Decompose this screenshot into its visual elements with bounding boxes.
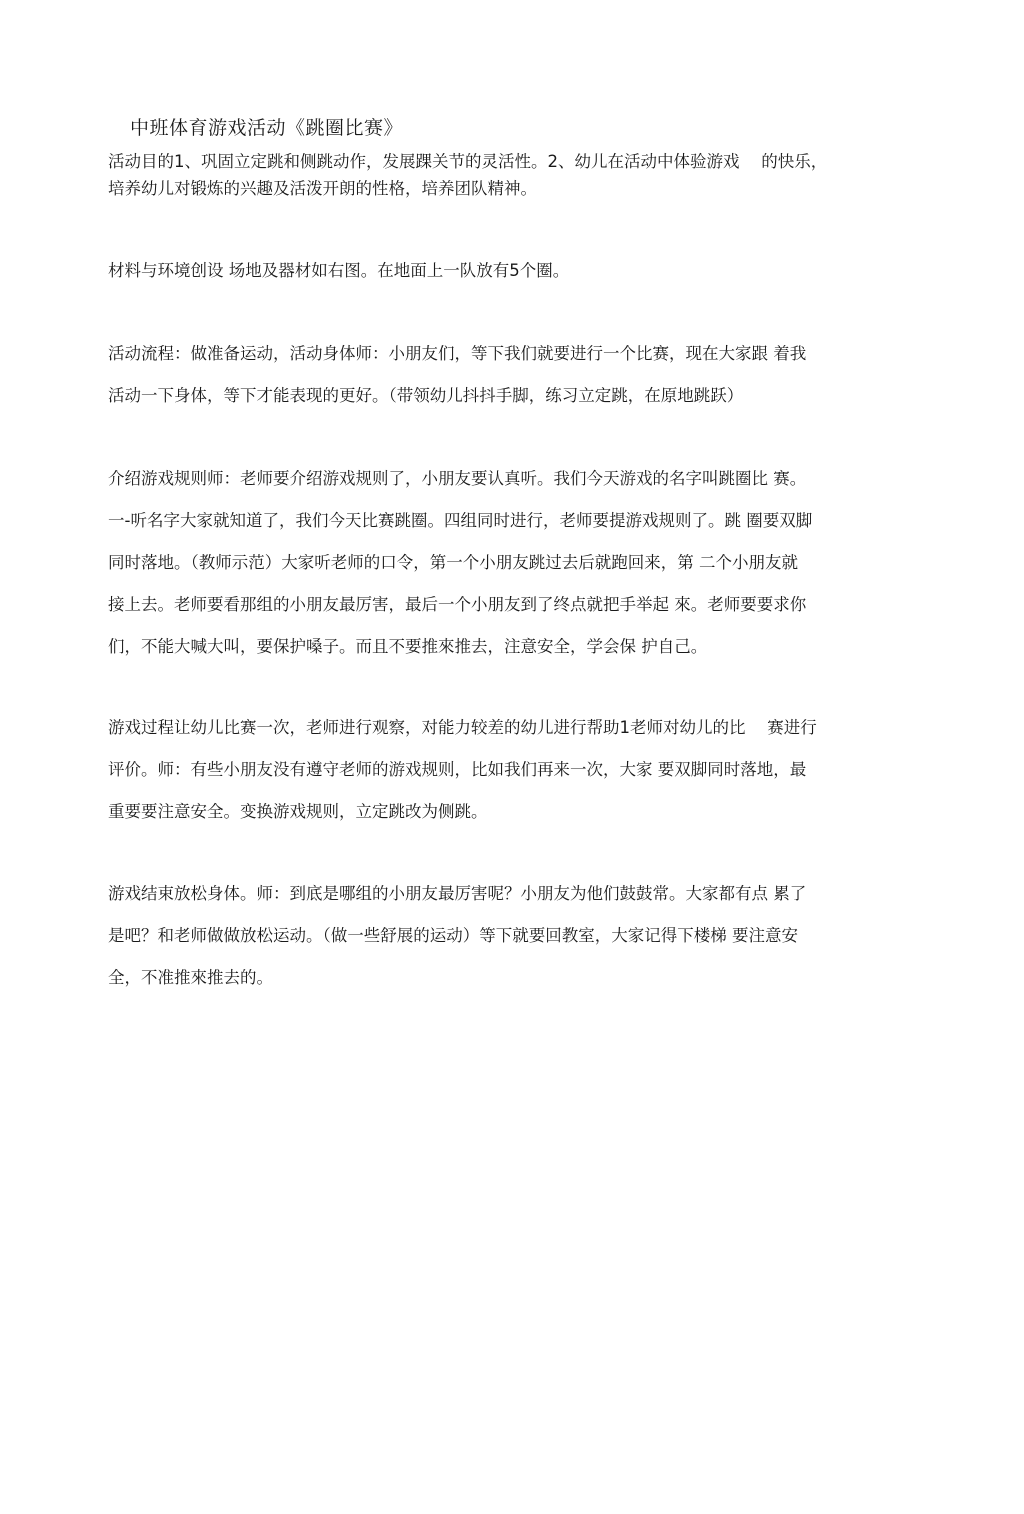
paragraph-line: 游戏结束放松身体。师：到底是哪组的小朋友最厉害呢？小朋友为他们鼓鼓常。大家都有点 累了 — [108, 884, 807, 903]
paragraph-line: 重要要注意安全。变换游戏规则，立定跳改为侧跳。 — [108, 802, 488, 821]
paragraph-line: 游戏过程让幼儿比赛一次，老师进行观察，对能力较差的幼儿进行帮助1老师对幼儿的比 赛进行 — [108, 718, 817, 737]
paragraph-line: 培养幼儿对锻炼的兴趣及活泼开朗的性格，培养团队精神。 — [108, 179, 537, 198]
paragraph-line: 活动目的1、巩固立定跳和侧跳动作，发展踝关节的灵活性。2、幼儿在活动中体验游戏 的快乐， — [108, 152, 828, 171]
paragraph-line: 接上去。老师要看那组的小朋友最厉害，最后一个小朋友到了终点就把手举起 來。老师要要求你 — [108, 595, 807, 614]
paragraph-line: 全，不准推來推去的。 — [108, 968, 273, 987]
paragraph-line: 材料与环境创设 场地及器材如右图。在地面上一队放有5个圈。 — [108, 261, 570, 280]
paragraph-game-process — [108, 707, 938, 833]
paragraph-line: 评价。师：有些小朋友没有遵守老师的游戏规则，比如我们再来一次，大家 要双脚同时落地，最 — [108, 760, 807, 779]
paragraph-line: 一-听名字大家就知道了，我们今天比赛跳圈。四组同时进行，老师要提游戏规则了。跳 圈要双脚 — [108, 511, 813, 530]
paragraph-line: 们，不能大喊大叫，要保护嗓子。而且不要推來推去，注意安全，学会保 护自己。 — [108, 637, 708, 656]
paragraph-line: 活动流程：做准备运动，活动身体师：小朋友们，等下我们就要进行一个比赛，现在大家跟 着我 — [108, 344, 807, 363]
paragraph-rules — [108, 458, 938, 668]
paragraph-objectives — [108, 148, 938, 202]
paragraph-ending — [108, 873, 938, 999]
paragraph-line: 活动一下身体，等下才能表现的更好。（带领幼儿抖抖手脚，练习立定跳，在原地跳跃） — [108, 386, 744, 405]
paragraph-materials — [108, 250, 938, 292]
document-title: 中班体育游戏活动《跳圈比赛》 — [130, 117, 404, 139]
paragraph-line: 是吧？和老师做做放松运动。（做一些舒展的运动）等下就要回教室，大家记得下楼梯 要注意安 — [108, 926, 798, 945]
paragraph-line: 同时落地。（教师示范）大家听老师的口令，第一个小朋友跳过去后就跑回来，第 二个小朋友就 — [108, 553, 798, 572]
paragraph-line: 介绍游戏规则师：老师要介绍游戏规则了，小朋友要认真听。我们今天游戏的名字叫跳圈比 赛。 — [108, 469, 807, 488]
paragraph-process — [108, 333, 938, 417]
